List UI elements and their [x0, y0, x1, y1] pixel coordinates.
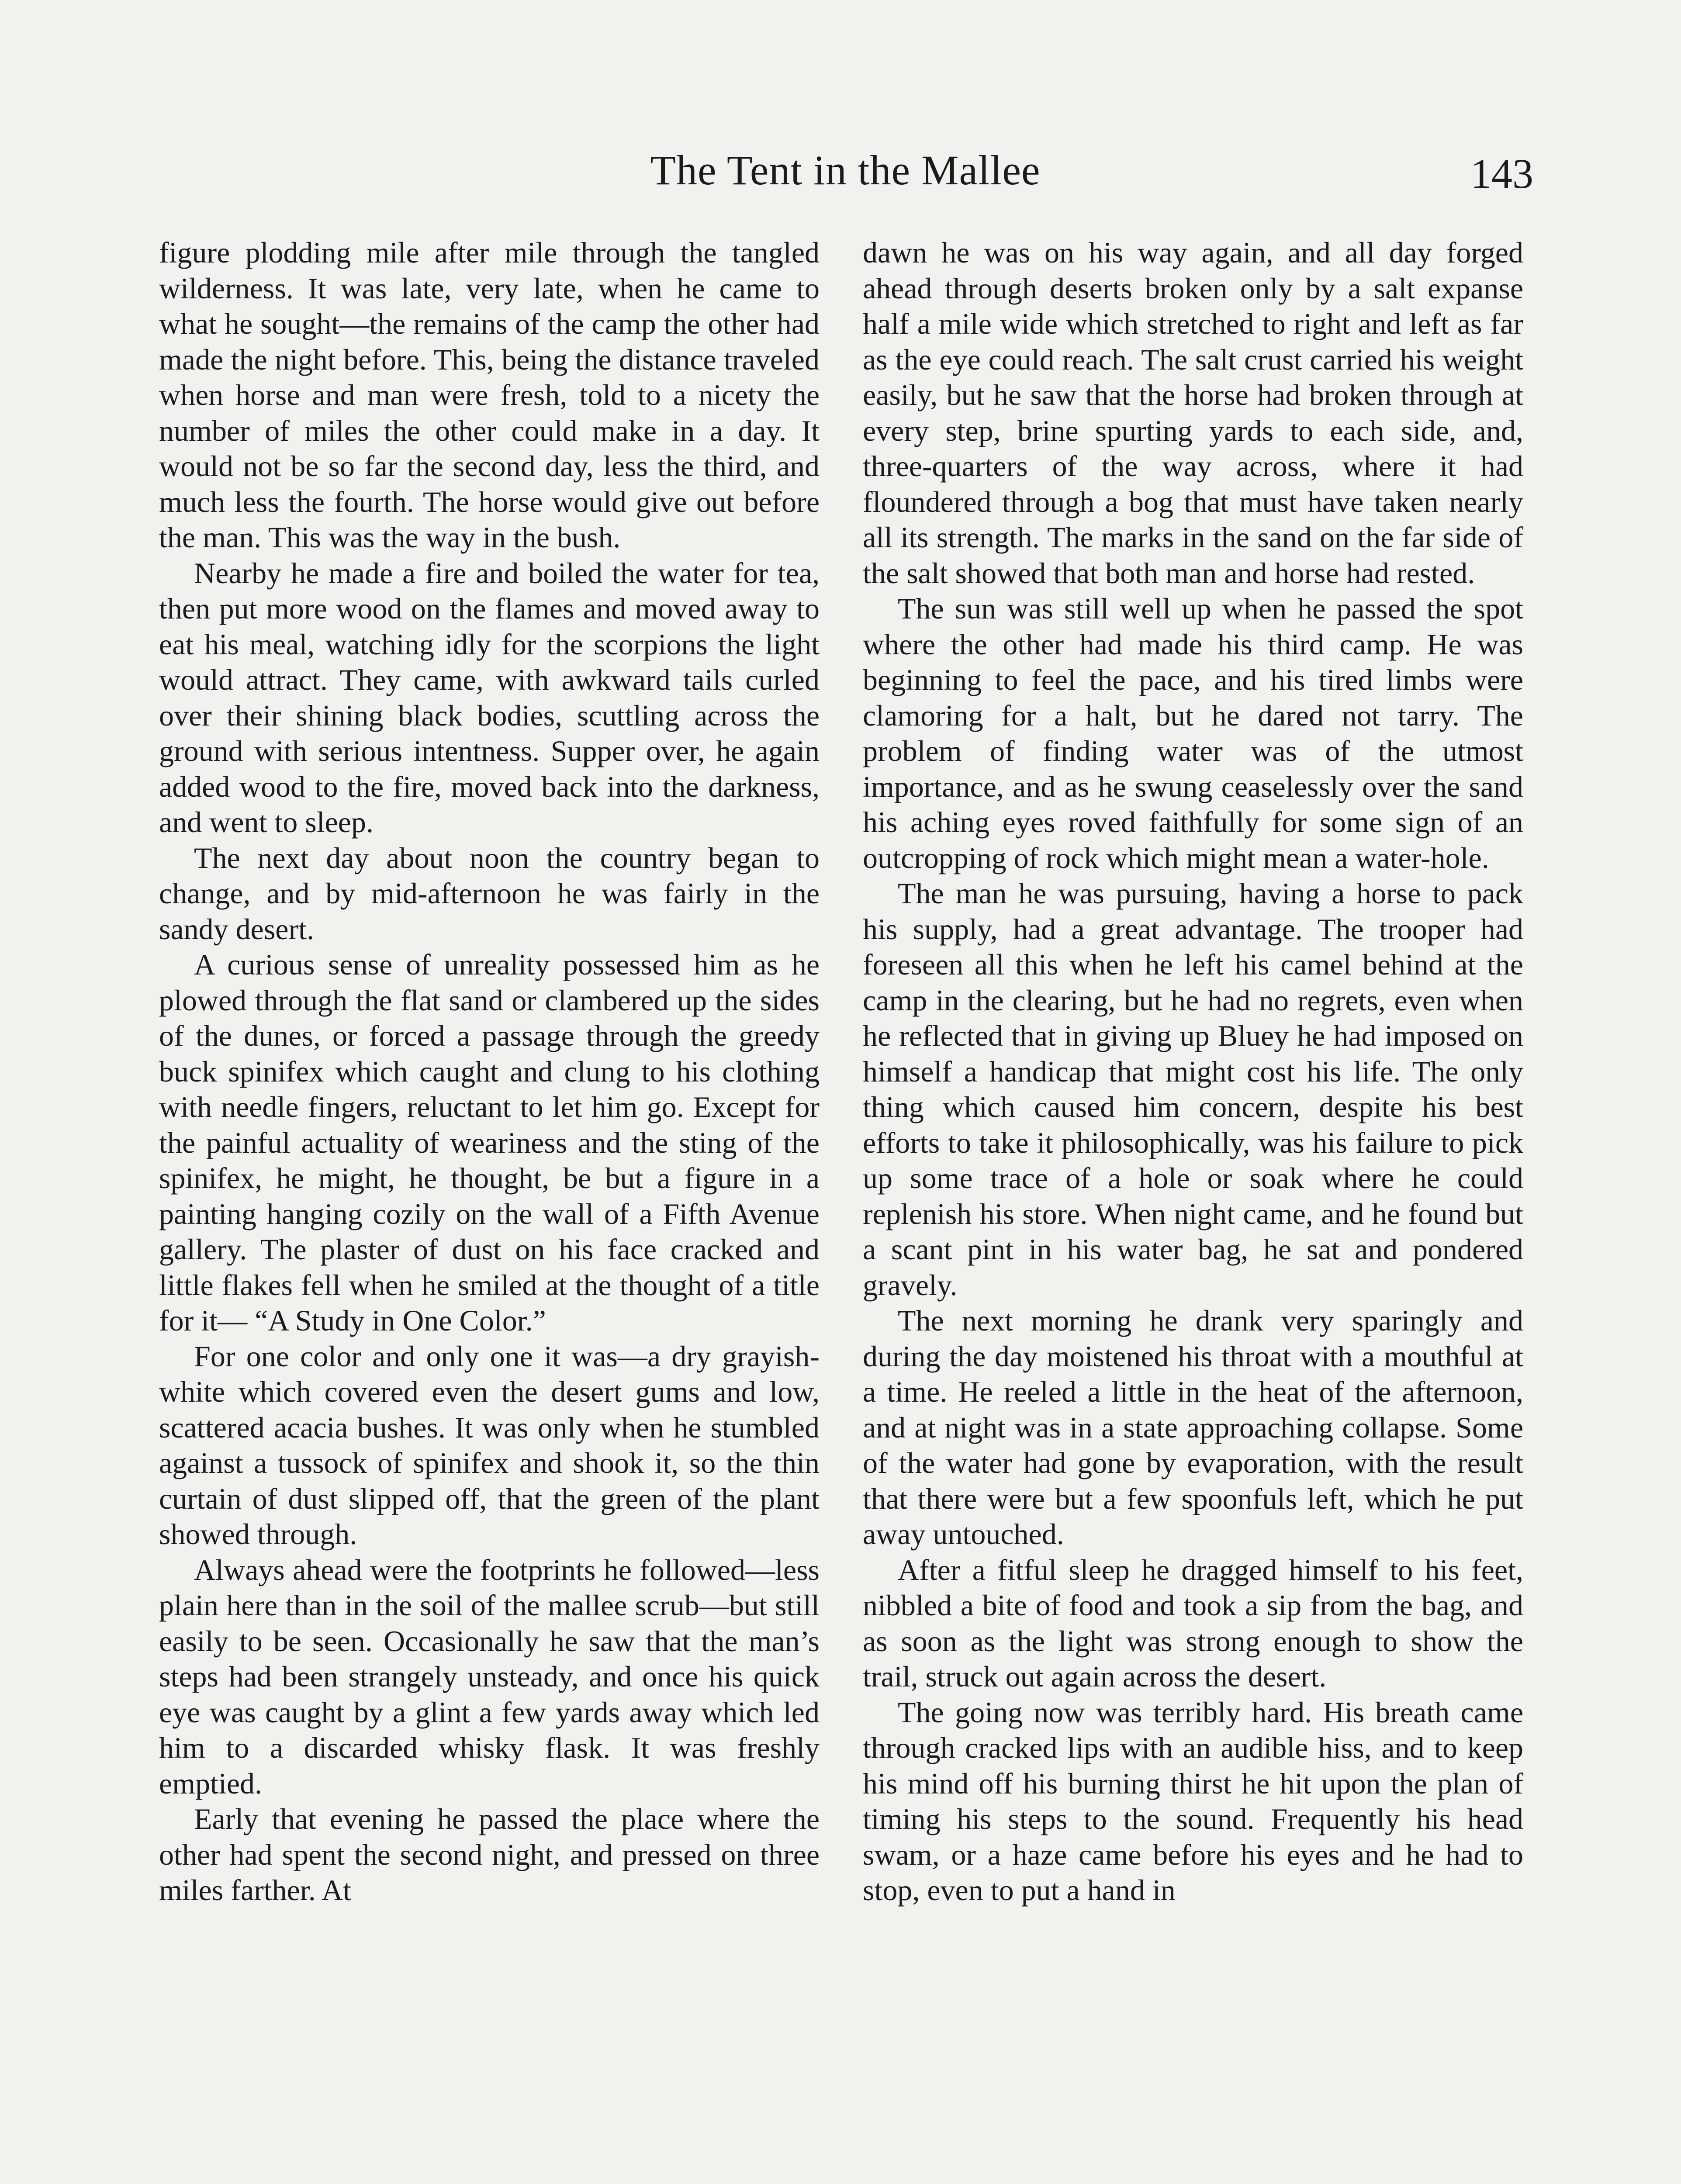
page-title: The Tent in the Mallee: [650, 147, 1041, 194]
paragraph: The next day about noon the country began to change, and by mid-afternoon he was fairly in the sandy desert.: [159, 841, 820, 946]
paragraph: After a fitful sleep he dragged himself to his feet, nibbled a bite of food and took a sip from the bag, and as soon as the light was strong enough to show the trail, struck out again across the desert.: [863, 1553, 1523, 1693]
paragraph: dawn he was on his way again, and all day forged ahead through deserts broken only by a salt expanse half a mile wide which stretched to right and left as far as the eye could reach. The salt crust carried his weight easily, but he saw that the horse had broken through at every step, brine spurting yards to each side, and, three-quarters of the way across, where it had floundered through a bog that must have taken nearly all its strength. The marks in the sand on the far side of the salt showed that both man and horse had rested.: [863, 236, 1523, 590]
paragraph: Nearby he made a fire and boiled the water for tea, then put more wood on the flames and moved away to eat his meal, watching idly for the scorpions the light would attract. They came, with awkward tails curled over their shining black bodies, scuttling across the ground with serious intentness. Supper over, he again added wood to the fire, moved back into the darkness, and went to sleep.: [159, 556, 820, 839]
left-column: [159, 235, 820, 1908]
page-header: [157, 144, 1533, 210]
page-number: 143: [1470, 150, 1533, 197]
paragraph: Early that evening he passed the place where the other had spent the second night, and pressed on three miles farther. At: [159, 1802, 820, 1907]
paragraph: A curious sense of unreality possessed him as he plowed through the flat sand or clambered up the sides of the dunes, or forced a passage through the greedy buck spinifex which caught and clung to his clothing with needle fingers, reluctant to let him go. Except for the painful actuality of weariness and the sting of the spinifex, he might, he thought, be but a figure in a painting hanging cozily on the wall of a Fifth Avenue gallery. The plaster of dust on his face cracked and little flakes fell when he smiled at the thought of a title for it— “A Study in One Color.”: [159, 948, 820, 1337]
paragraph: figure plodding mile after mile through the tangled wilderness. It was late, very late, when he came to what he sought—the remains of the camp the other had made the night before. This, being the distance traveled when horse and man were fresh, told to a nicety the number of miles the other could make in a day. It would not be so far the second day, less the third, and much less the fourth. The horse would give out before the man. This was the way in the bush.: [159, 236, 820, 554]
paragraph: The going now was terribly hard. His breath came through cracked lips with an audible hiss, and to keep his mind off his burning thirst he hit upon the plan of timing his steps to the sound. Frequently his head swam, or a haze came before his eyes and he had to stop, even to put a hand in: [863, 1695, 1523, 1907]
paragraph: The next morning he drank very sparingly and during the day moistened his throat with a mouthful at a time. He reeled a little in the heat of the afternoon, and at night was in a state approaching collapse. Some of the water had gone by evaporation, with the result that there were but a few spoonfuls left, which he put away untouched.: [863, 1304, 1523, 1551]
paragraph: The man he was pursuing, having a horse to pack his supply, had a great advantage. The trooper had foreseen all this when he left his camel behind at the camp in the clearing, but he had no regrets, even when he reflected that in giving up Bluey he had imposed on himself a handicap that might cost his life. The only thing which caused him concern, despite his best efforts to take it philosophically, was his failure to pick up some trace of a hole or soak where he could replenish his store. When night came, and he found but a scant pint in his water bag, he sat and pondered gravely.: [863, 877, 1523, 1302]
paragraph: Always ahead were the footprints he followed—less plain here than in the soil of the mallee scrub—but still easily to be seen. Occasionally he saw that the man’s steps had been strangely unsteady, and once his quick eye was caught by a glint a few yards away which led him to a discarded whisky flask. It was freshly emptied.: [159, 1553, 820, 1800]
paragraph: For one color and only one it was—a dry grayish-white which covered even the desert gums and low, scattered acacia bushes. It was only when he stumbled against a tussock of spinifex and shook it, so the thin curtain of dust slipped off, that the green of the plant showed through.: [159, 1339, 820, 1551]
paragraph: The sun was still well up when he passed the spot where the other had made his third camp. He was beginning to feel the pace, and his tired limbs were clamoring for a halt, but he dared not tarry. The problem of finding water was of the utmost importance, and as he swung ceaselessly over the sand his aching eyes roved faithfully for some sign of an outcropping of rock which might mean a water-hole.: [863, 592, 1523, 874]
right-column: [863, 235, 1523, 1908]
